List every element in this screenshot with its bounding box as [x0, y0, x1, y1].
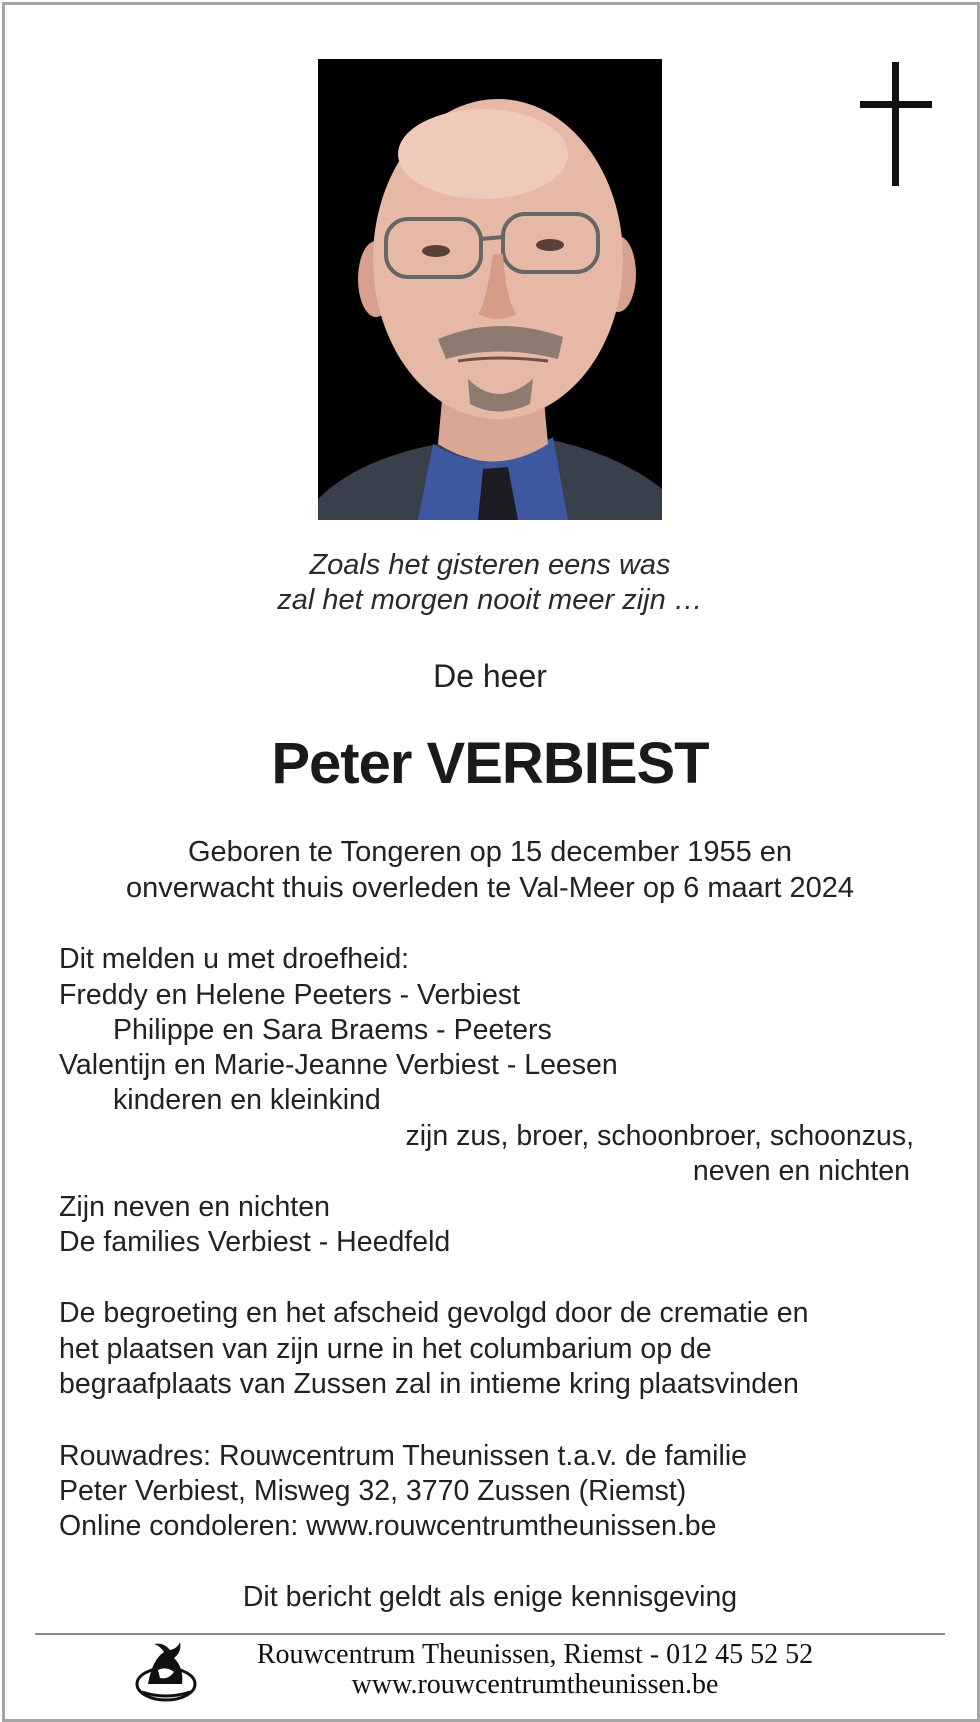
quote-line-2: zal het morgen nooit meer zijn … — [277, 584, 703, 616]
address-line: Peter Verbiest, Misweg 32, 3770 Zussen (Riemst) — [59, 1475, 687, 1507]
dates-line-1: Geboren te Tongeren op 15 december 1955 en — [187, 836, 793, 868]
address-line: Online condoleren: www.rouwcentrumtheunissen.be — [59, 1510, 717, 1542]
memorial-quote — [0, 548, 980, 618]
cross-icon — [860, 62, 932, 186]
footer-divider — [35, 1633, 945, 1635]
funeral-home-logo-icon — [134, 1640, 198, 1702]
quote-line-1: Zoals het gisteren eens was — [309, 549, 671, 581]
notice-statement: Dit bericht geldt als enige kennisgeving — [242, 1581, 738, 1613]
family-intro: Dit melden u met droefheid: — [59, 943, 410, 975]
deceased-name: Peter VERBIEST — [271, 731, 709, 796]
salutation: De heer — [433, 658, 547, 694]
address-line: Rouwadres: Rouwcentrum Theunissen t.a.v. de familie — [59, 1440, 748, 1472]
birth-death-dates — [0, 834, 980, 906]
family-line: kinderen en kleinkind — [113, 1084, 381, 1116]
ceremony-line: begraafplaats van Zussen zal in intieme kring plaatsvinden — [59, 1368, 799, 1400]
dates-line-2: onverwacht thuis overleden te Val-Meer op 6 maart 2024 — [125, 872, 855, 904]
family-line: Zijn neven en nichten — [59, 1191, 330, 1223]
family-line: Philippe en Sara Braems - Peeters — [113, 1014, 552, 1046]
family-line: Freddy en Helene Peeters - Verbiest — [59, 979, 520, 1011]
family-line: De families Verbiest - Heedfeld — [59, 1226, 451, 1258]
portrait-photo — [318, 59, 662, 520]
footer-website[interactable]: www.rouwcentrumtheunissen.be — [351, 1669, 719, 1700]
family-line: zijn zus, broer, schoonbroer, schoonzus, — [405, 1120, 914, 1152]
family-line: neven en nichten — [692, 1155, 910, 1187]
family-line: Valentijn en Marie-Jeanne Verbiest - Leesen — [59, 1049, 618, 1081]
footer-company: Rouwcentrum Theunissen, Riemst - 012 45 52 52 — [256, 1639, 814, 1670]
ceremony-line: het plaatsen van zijn urne in het columbarium op de — [59, 1333, 712, 1365]
ceremony-line: De begroeting en het afscheid gevolgd door de crematie en — [59, 1297, 809, 1329]
